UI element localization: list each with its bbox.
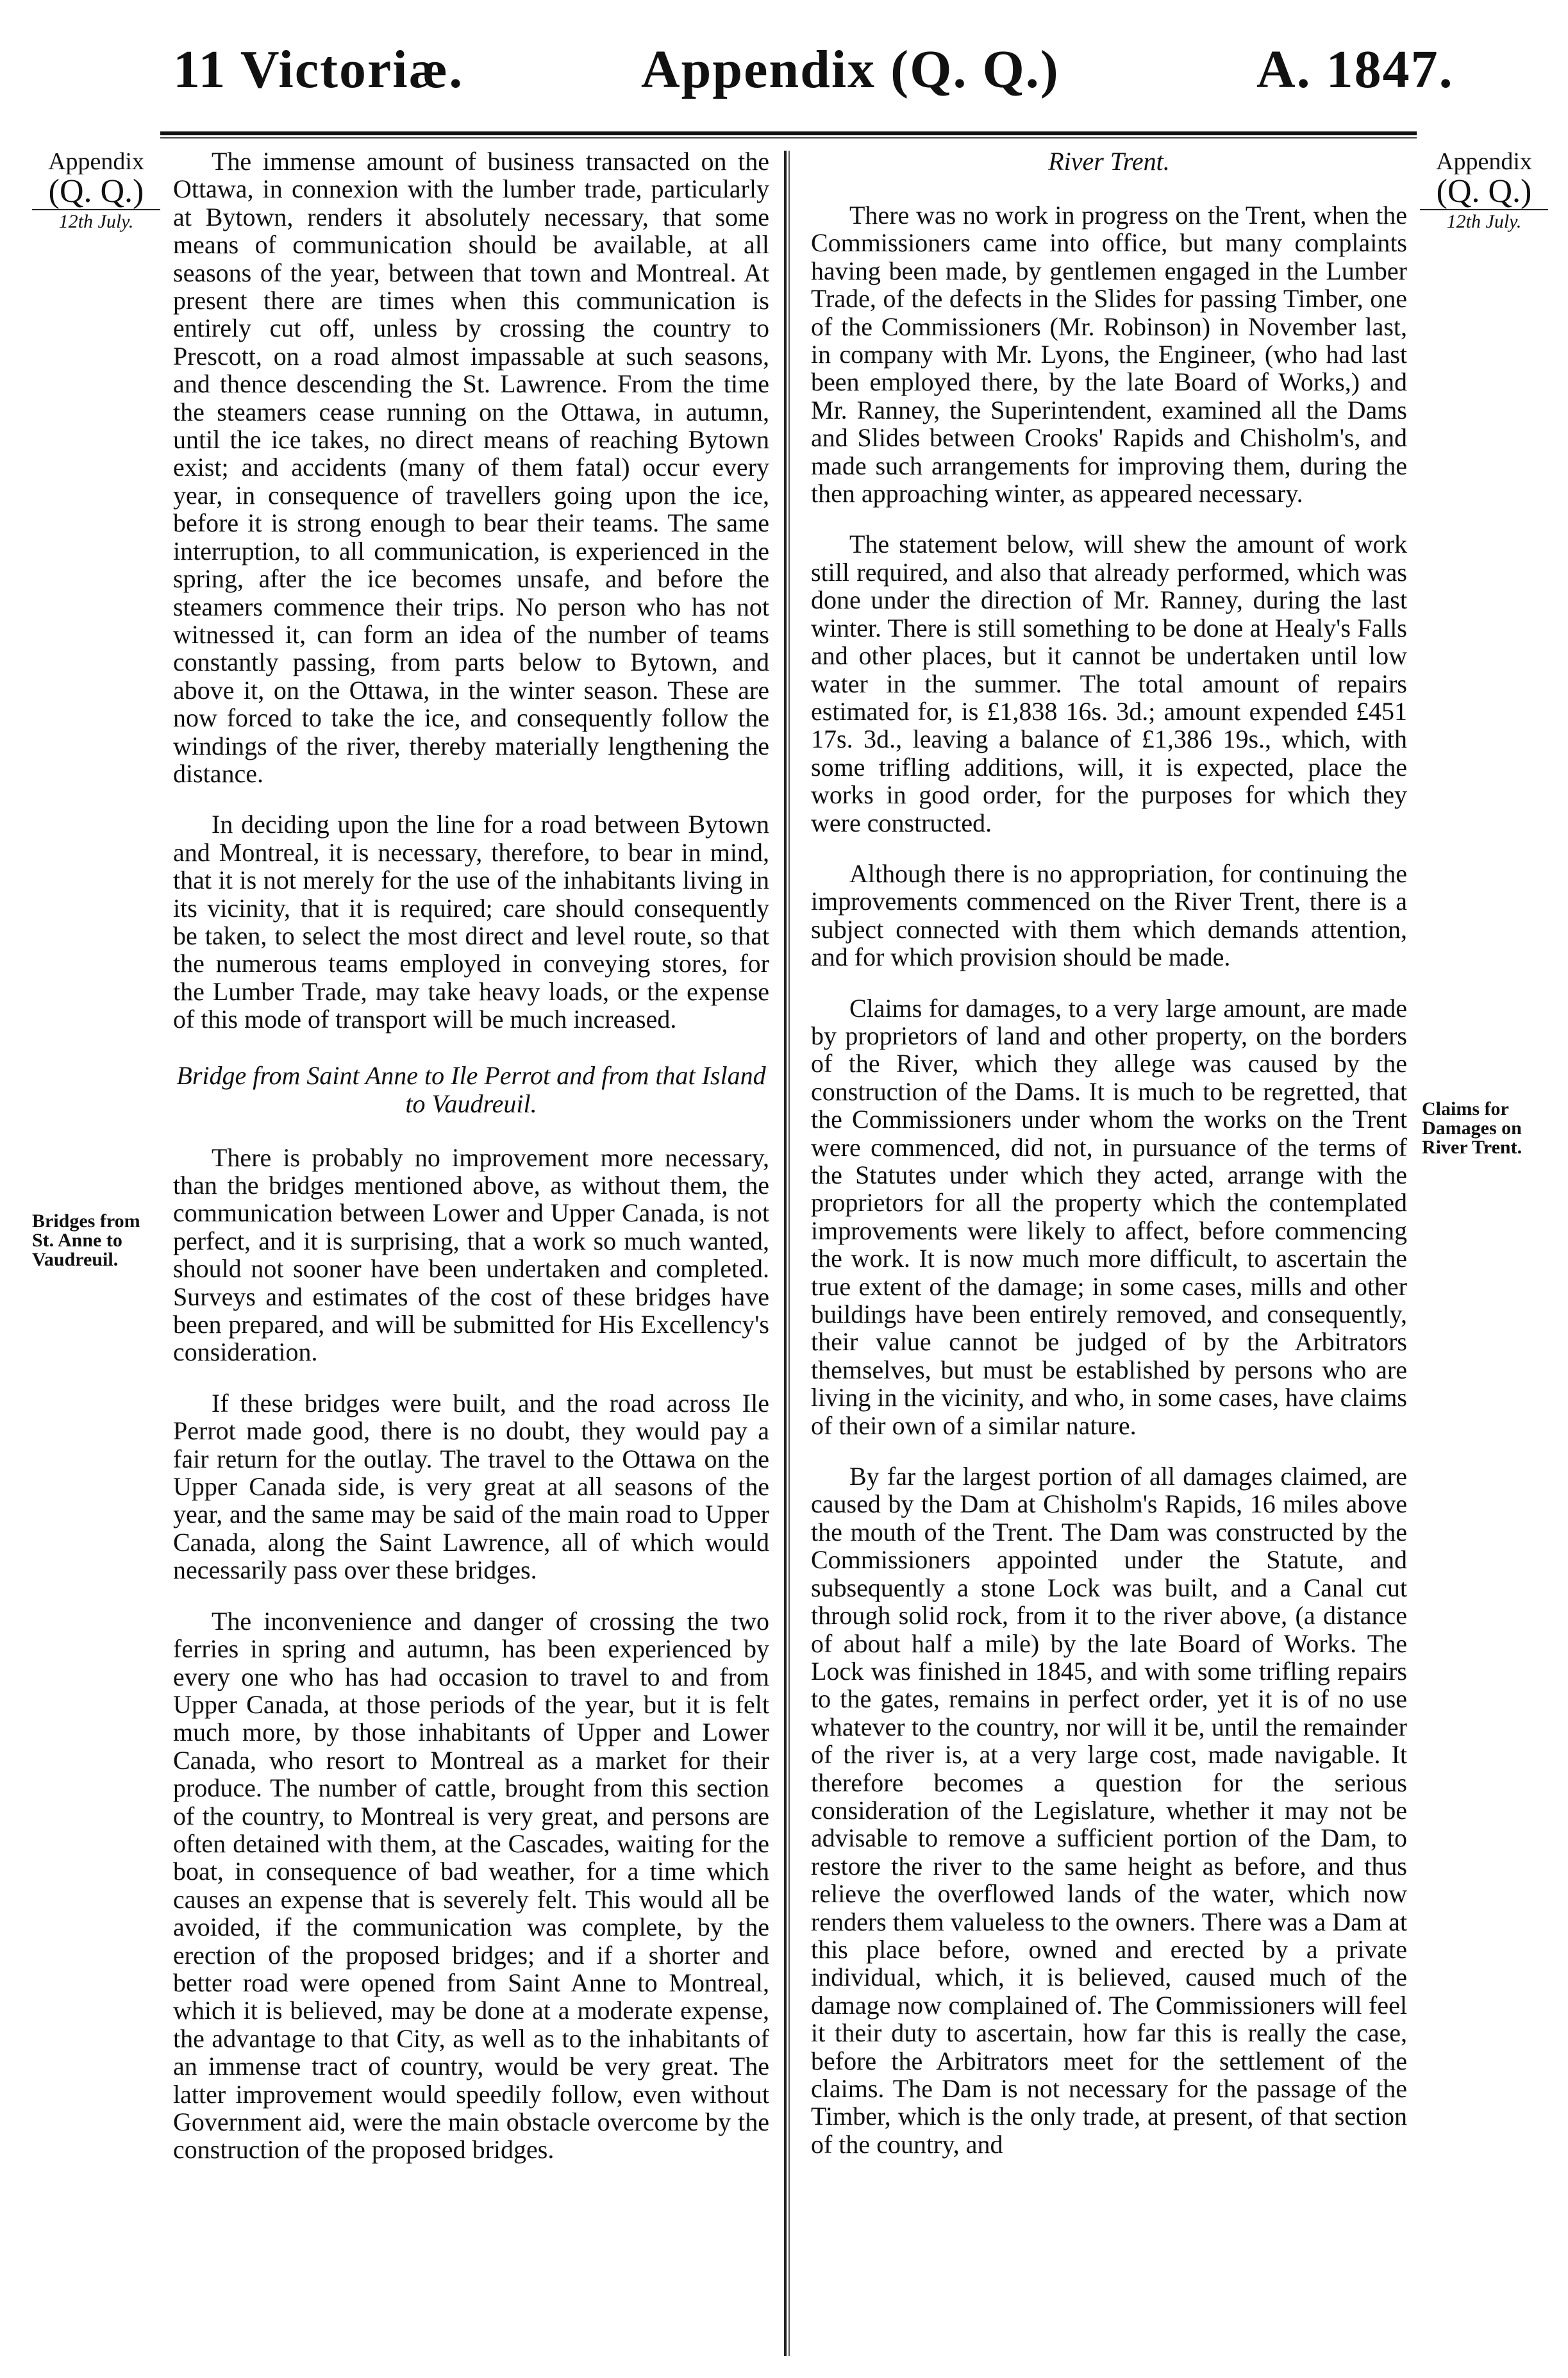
left-paragraph-ferries: The inconvenience and danger of crossing the two ferries in spring and autumn, has been experienced by every one who has had occasion to travel to and from Upper Canada, at those periods of the year, but it is felt much more, by those inhabitants of Upper and Lower Canada, who resort to Montreal as a market for their produce. The number of cattle, brought from this section of the country, to Montreal is very great, and persons are often detained with them, at the Cascades, waiting for the boat, in consequence of bad weather, for a time which causes an expense that is severely felt. This would all be avoided, if the communication was complete, by the erection of the proposed bridges; and if a shorter and better road were opened from Saint Anne to Montreal, which it is believed, may be done at a moderate expense, the advantage to that City, as well as to the inhabitants of an immense tract of country, would be very great. The latter improvement would speedily follow, even without Government aid, were the main obstacle overcome by the construction of the proposed bridges. xyxy=(173,1606,769,2164)
right-paragraph-chisholm-dam: By far the largest portion of all damages claimed, are caused by the Dam at Chisholm's Rapids, 16 miles above the mouth of the Trent. The Dam was constructed by the Commissioners appointed under the Statute, and subsequently a stone Lock was built, and a Canal cut through solid rock, from it to the river above, (a distance of about half a mile) by the late Board of Works. The Lock was finished in 1845, and with some trifling repairs to the gates, remains in perfect order, yet it is of no use whatever to the country, nor will it be, until the remainder of the river is, at a very large cost, made navigable. It therefore becomes a question for the serious consideration of the Legislature, whether it may not be advisable to remove a sufficient portion of the Dam, to restore the river to the same height as before, and thus relieve the overflowed lands of the water, which now renders them valueless to the owners. There was a Dam at this place before, owned and erected by a private individual, which, it is believed, caused much of the damage now complained of. The Commissioners will feel it their duty to ascertain, how far this is really the case, before the Arbitrators meet for the settlement of the claims. The Dam is not necessary for the passage of the Timber, which is the only trade, at present, of that section of the country, and xyxy=(811,1462,1407,2159)
header-session: 11 Victoriæ. xyxy=(173,40,464,99)
header-appendix: Appendix (Q. Q.) xyxy=(641,40,1060,99)
right-margin-qq: (Q. Q.) xyxy=(1436,173,1532,210)
right-paragraph-trent-work: There was no work in progress on the Trent, when the Commissioners came into office, but many complaints having been made, by gentlemen engaged in the Lumber Trade, of the defects in the Slides for passing Timber, one of the Commissioners (Mr. Robinson) in November last, in company with Mr. Lyons, the Engineer, (who had last been employed there, by the late Board of Works,) and Mr. Ranney, the Superintendent, examined all the Dams and Slides between Crooks' Rapids and Chisholm's, and made such arrangements for improving them, during the then approaching winter, as appeared necessary. xyxy=(811,201,1407,508)
left-margin-qq: (Q. Q.) xyxy=(48,173,144,210)
left-paragraph-road-line: In deciding upon the line for a road between Bytown and Montreal, it is necessary, therefore, to bear in mind, that it is not merely for the use of the inhabitants living in its vicinity, that it is required; care should consequently be taken, to select the most direct and level route, so that the numerous teams employed in conveying stores, for the Lumber Trade, may take heavy loads, or the expense of this mode of transport will be much increased. xyxy=(173,810,769,1034)
left-margin-appendix: Appendix xyxy=(48,148,144,175)
left-paragraph-bridges-return: If these bridges were built, and the road across Ile Perrot made good, there is no doubt, they would pay a fair return for the outlay. The travel to the Ottawa on the Upper Canada side, is very great at all seasons of the year, and the same may be said of the main road to Upper Canada, along the Saint Lawrence, all of which would necessarily pass over these bridges. xyxy=(173,1388,769,1585)
left-column xyxy=(173,147,769,2187)
right-paragraph-claims: Claims for damages, to a very large amount, are made by proprietors of land and other property, on the borders of the River, which they allege was caused by the construction of the Dams. It is much to be regretted, that the Commissioners under whom the works on the Trent were commenced, did not, in pursuance of the terms of the Statutes under which they acted, arrange with the proprietors for all the property which the contemplated improvements were likely to affect, before commencing the work. It is now much more difficult, to ascertain the true extent of the damage; in some cases, mills and other buildings have been entirely removed, and consequently, their value cannot be judged of by the Arbitrators themselves, but must be established by persons who are living in the vicinity, and who, in some cases, have claims of their own of a similar nature. xyxy=(811,993,1407,1440)
right-margin-appendix-block xyxy=(1420,149,1548,232)
header-rule-thin xyxy=(160,137,1417,138)
right-paragraph-appropriation: Although there is no appropriation, for continuing the improvements commenced on the River Trent, there is a subject connected with them which demands attention, and for which provision should be made. xyxy=(811,858,1407,972)
section-heading-bridge: Bridge from Saint Anne to Ile Perrot and from that Island to Vaudreuil. xyxy=(176,1060,766,1118)
left-margin-appendix-block xyxy=(32,149,160,232)
left-margin-note-bridges: Bridges from St. Anne to Vaudreuil. xyxy=(32,1210,140,1270)
header-year: A. 1847. xyxy=(1256,40,1454,99)
column-separator xyxy=(784,151,787,2356)
left-margin-date: 12th July. xyxy=(32,209,160,232)
column-separator-thin xyxy=(788,151,790,2356)
header-rule xyxy=(160,131,1417,135)
right-margin-note-claims: Claims for Damages on River Trent. xyxy=(1422,1098,1522,1158)
right-paragraph-statement: The statement below, will shew the amount of work still required, and also that already performed, which was done under the direction of Mr. Ranney, during the last winter. There is still something to be done at Healy's Falls and other places, but it cannot be undertaken until low water in the summer. The total amount of repairs estimated for, is £1,838 16s. 3d.; amount expended £451 17s. 3d., leaving a balance of £1,386 19s., which, with some trifling additions, will, it is expected, place the works in good order, for the purposes for which they were constructed. xyxy=(811,530,1407,837)
left-paragraph-bridges-necessary: There is probably no improvement more necessary, than the bridges mentioned above, as without them, the communication between Lower and Upper Canada, is not perfect, and it is surprising, that a work so much wanted, should not sooner have been undertaken and completed. Surveys and estimates of the cost of these bridges have been prepared, and will be submitted for His Excellency's consideration. xyxy=(173,1143,769,1367)
section-heading-river-trent: River Trent. xyxy=(1048,147,1170,176)
right-margin-date: 12th July. xyxy=(1420,209,1548,232)
left-paragraph-ottawa-trade: The immense amount of business transacted on the Ottawa, in connexion with the lumber trade, particularly at Bytown, renders it absolutely necessary, that some means of communication should be available, at all seasons of the year, between that town and Montreal. At present there are times when this communication is entirely cut off, unless by crossing the country to Prescott, on a road almost impassable at such seasons, and thence descending the St. Lawrence. From the time the steamers cease running on the Ottawa, in autumn, until the ice takes, no direct means of reaching Bytown exist; and accidents (many of them fatal) occur every year, in consequence of travellers going upon the ice, before it is strong enough to bear their teams. The same interruption, to all communication, is experienced in the spring, after the ice becomes unsafe, and before the steamers commence their trips. No person who has not witnessed it, can form an idea of the number of teams constantly passing, from parts below to Bytown, and above it, on the Ottawa, in the winter season. These are now forced to take the ice, and consequently follow the windings of the river, thereby materially lengthening the distance. xyxy=(173,147,769,788)
right-margin-appendix: Appendix xyxy=(1436,148,1532,175)
right-column xyxy=(811,147,1407,2181)
page-header xyxy=(0,38,1568,109)
